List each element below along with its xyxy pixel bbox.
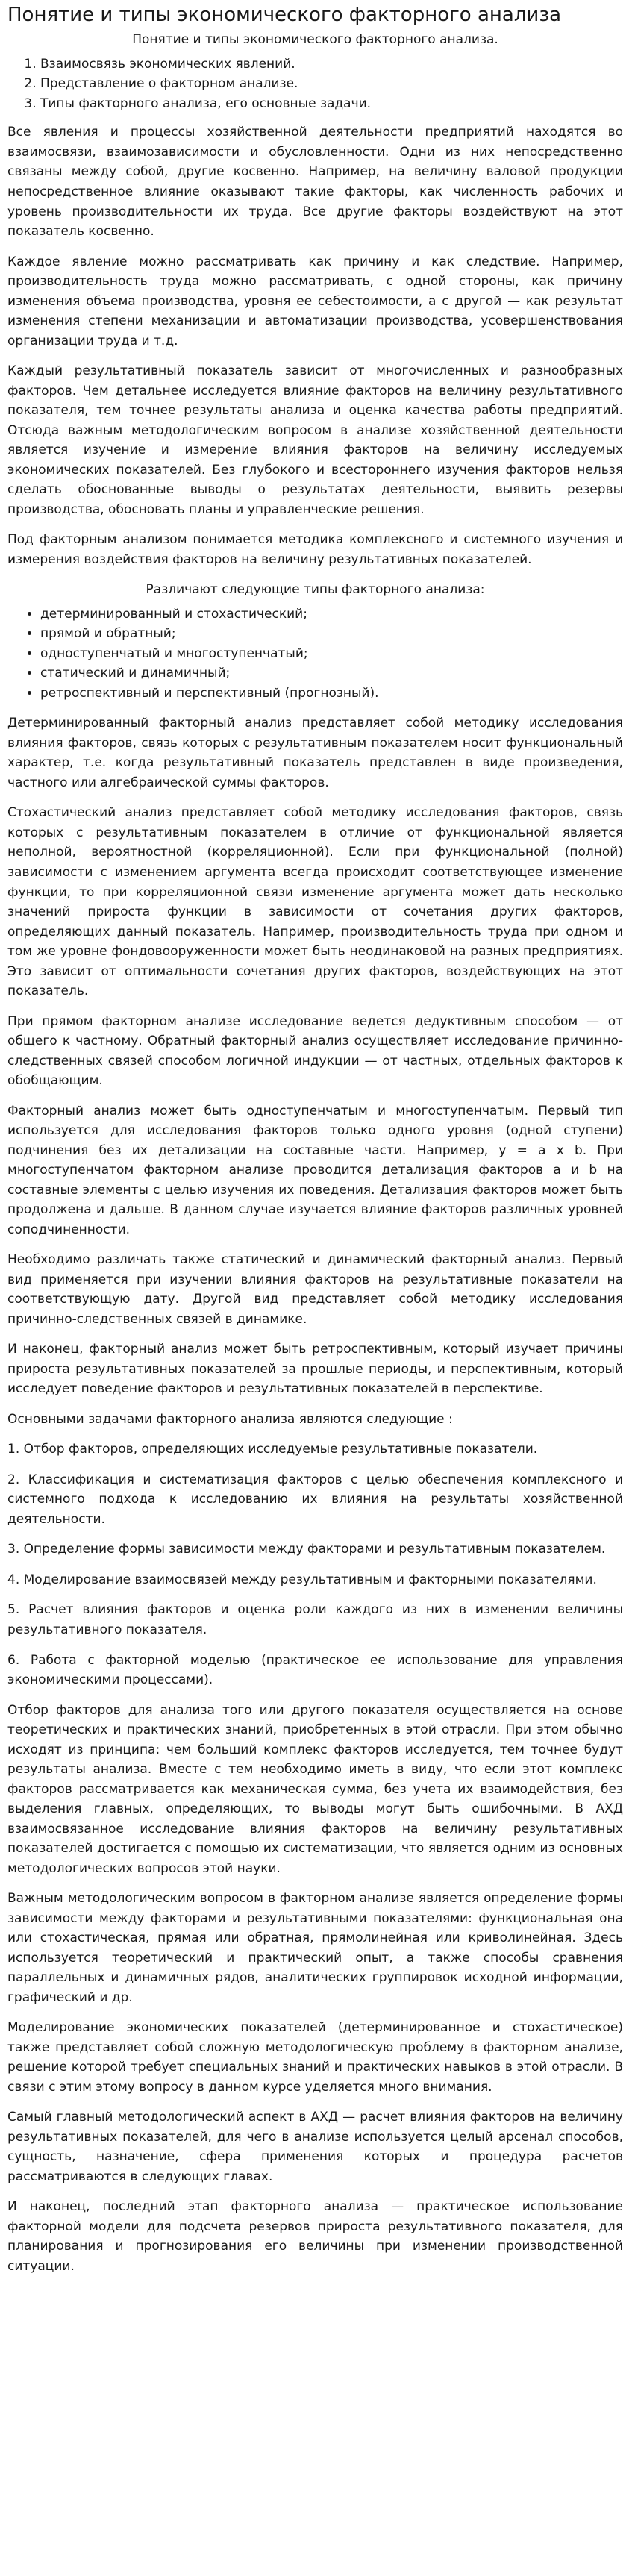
- table-of-contents: [7, 54, 623, 114]
- paragraph: Важным методологическим вопросом в факторном анализе является определение формы зависимости между факторами и результативными показателями: функциональная она или стохастическая, прямая или обратная, прямолинейная или криволинейная. Здесь используется теоретический и практический опыт, а также способы сравнения параллельных и динамичных рядов, аналитических группировок исходной информации, графический и др.: [7, 1891, 623, 2005]
- task-item: 6. Работа с факторной моделью (практическое ее использование для управления экономическими процессами).: [7, 1652, 623, 1688]
- document-subtitle: Понятие и типы экономического факторного анализа.: [132, 32, 498, 48]
- tasks-heading: Основными задачами факторного анализа являются следующие :: [7, 1411, 453, 1427]
- task-item: 3. Определение формы зависимости между факторами и результативным показателем.: [7, 1542, 606, 1557]
- types-list-item: • статический и динамичный;: [40, 663, 623, 684]
- paragraph: Под факторным анализом понимается методика комплексного и системного изучения и измерения воздействия факторов на величину результативных показателей.: [7, 532, 623, 567]
- paragraph: Все явления и процессы хозяйственной деятельности предприятий находятся во взаимосвязи, взаимозависимости и обусловленности. Одни из них непосредственно связаны между собой, другие косвенно. Например, на величину валовой продукции непосредственное влияние оказывают такие факторы, как численность рабочих и уровень производительности их труда. Все другие факторы воздействуют на этот показатель косвенно.: [7, 125, 623, 240]
- paragraph: При прямом факторном анализе исследование ведется дедуктивным способом — от общего к частному. Обратный факторный анализ осуществляет исследование причинно-следственных связей способом логичной индукции — от частных, отдельных факторов к обобщающим.: [7, 1013, 623, 1089]
- types-list: [7, 604, 623, 704]
- paragraph: Необходимо различать также статический и динамический факторный анализ. Первый вид применяется при изучении влияния факторов на результативные показатели на соответствующую дату. Другой вид представляет собой методику исследования причинно-следственных связей в динамике.: [7, 1252, 623, 1327]
- task-item: 1. Отбор факторов, определяющих исследуемые результативные показатели.: [7, 1442, 538, 1457]
- paragraph: Самый главный методологический аспект в АХД — расчет влияния факторов на величину результативных показателей, для чего в анализе используется целый арсенал способов, сущность, назначение, сфера применения которых и процедура расчетов рассматриваются в следующих главах.: [7, 2110, 623, 2184]
- types-heading: Различают следующие типы факторного анализа:: [146, 582, 485, 598]
- paragraph: Каждое явление можно рассматривать как причину и как следствие. Например, производительность труда можно рассматривать, с одной стороны, как причину изменения объема производства, уровня ее себестоимости, а с другой — как результат изменения степени механизации и автоматизации производства, усовершенствования организации труда и т.д.: [7, 254, 623, 348]
- paragraph: И наконец, последний этап факторного анализа — практическое использование факторной модели для подсчета резервов прироста результативного показателя, для планирования и прогнозирования его величины при изменении производственной ситуации.: [7, 2199, 623, 2274]
- paragraph: Моделирование экономических показателей (детерминированное и стохастическое) также представляет собой сложную методологическую проблему в факторном анализе, решение которой требует специальных знаний и практических навыков в этой отрасли. В связи с этим этому вопросу в данном курсе уделяется много внимания.: [7, 2020, 623, 2095]
- page-title: Понятие и типы экономического факторного анализа: [7, 4, 562, 26]
- paragraph: Каждый результативный показатель зависит от многочисленных и разнообразных факторов. Чем детальнее исследуется влияние факторов на величину результативного показателя, тем точнее результаты анализа и оценка качества работы предприятий. Отсюда важным методологическим вопросом в анализе хозяйственной деятельности является изучение и измерение влияния факторов на величину исследуемых экономических показателей. Без глубокого и всестороннего изучения факторов нельзя сделать обоснованные выводы о результатах деятельности, выявить резервы производства, обосновать планы и управленческие решения.: [7, 363, 623, 517]
- task-item: 5. Расчет влияния факторов и оценка роли каждого из них в изменении величины результативного показателя.: [7, 1602, 623, 1637]
- toc-item: 2. Представление о факторном анализе.: [40, 74, 623, 94]
- types-list-item: • прямой и обратный;: [40, 624, 623, 644]
- paragraph: Факторный анализ может быть одноступенчатым и многоступенчатым. Первый тип используется для исследования факторов только одного уровня (одной ступени) подчинения без их детализации на составные части. Например, у = а х b. При многоступенчатом факторном анализе проводится детализация факторов а и b на составные элементы с целью изучения их поведения. Детализация факторов может быть продолжена и дальше. В данном случае изучается влияние факторов различных уровней соподчиненности.: [7, 1103, 623, 1237]
- paragraph: Отбор факторов для анализа того или другого показателя осуществляется на основе теоретических и практических знаний, приобретенных в этой отрасли. При этом обычно исходят из принципа: чем больший комплекс факторов исследуется, тем точнее будут результаты анализа. Вместе с тем необходимо иметь в виду, что если этот комплекс факторов рассматривается как механическая сумма, без учета их взаимодействия, без выделения главных, определяющих, то выводы могут быть ошибочными. В АХД взаимосвязанное исследование влияния факторов на величину результативных показателей достигается с помощью их систематизации, что является одним из основных методологических вопросов этой науки.: [7, 1702, 623, 1876]
- task-item: 2. Классификация и систематизация факторов с целью обеспечения комплексного и системного подхода к исследованию их влияния на результаты хозяйственной деятельности.: [7, 1472, 623, 1527]
- types-list-item: • детерминированный и стохастический;: [40, 604, 623, 625]
- toc-item: 3. Типы факторного анализа, его основные задачи.: [40, 94, 623, 114]
- paragraph: И наконец, факторный анализ может быть ретроспективным, который изучает причины прироста результативных показателей за прошлые периоды, и перспективным, который исследует поведение факторов и результативных показателей в перспективе.: [7, 1342, 623, 1397]
- paragraph: Стохастический анализ представляет собой методику исследования факторов, связь которых с результативным показателем в отличие от функциональной является неполной, вероятностной (корреляционной). Если при функциональной (полной) зависимости с изменением аргумента всегда происходит соответствующее изменение функции, то при корреляционной связи изменение аргумента может дать несколько значений прироста функции в зависимости от сочетания других факторов, определяющих данный показатель. Например, производительность труда при одном и том же уровне фондовооруженности может быть неодинаковой на разных предприятиях. Это зависит от оптимальности сочетания других факторов, воздействующих на этот показатель.: [7, 805, 623, 999]
- types-list-item: • ретроспективный и перспективный (прогнозный).: [40, 684, 623, 704]
- task-item: 4. Моделирование взаимосвязей между результативным и факторными показателями.: [7, 1572, 597, 1587]
- paragraph: Детерминированный факторный анализ представляет собой методику исследования влияния факторов, связь которых с результативным показателем носит функциональный характер, т.е. когда результативный показатель представлен в виде произведения, частного или алгебраической суммы факторов.: [7, 716, 623, 790]
- types-list-item: • одноступенчатый и многоступенчатый;: [40, 644, 623, 664]
- toc-item: 1. Взаимосвязь экономических явлений.: [40, 54, 623, 75]
